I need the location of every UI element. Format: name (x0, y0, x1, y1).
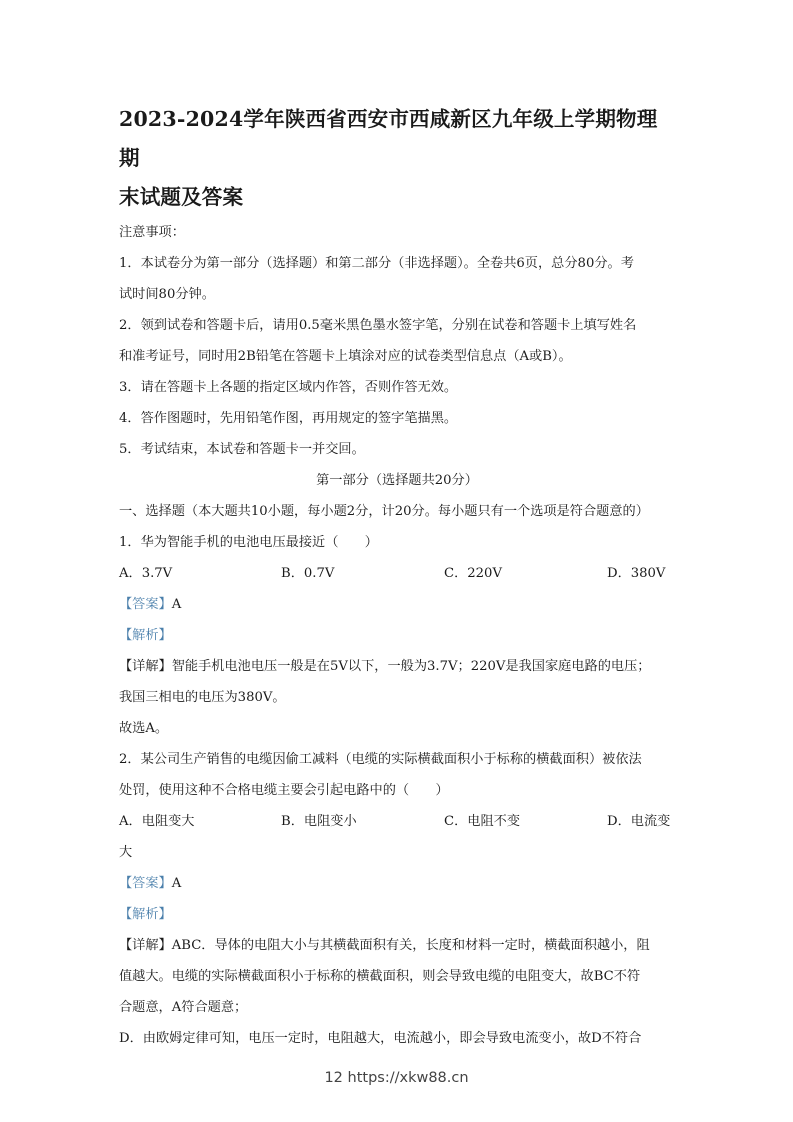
notes-heading: 注意事项： (119, 225, 185, 240)
option-c: C．电阻不变 (444, 814, 521, 829)
question-stem: 2．某公司生产销售的电缆因偷工减料（电缆的实际横截面积小于标称的横截面积）被依法 (119, 752, 642, 767)
note-line: 1．本试卷分为第一部分（选择题）和第二部分（非选择题）。全卷共6页，总分80分。考 (119, 256, 634, 271)
answer-label: 【答案】 (119, 597, 172, 612)
analysis-label: 【解析】 (119, 628, 172, 643)
detail-label: 【详解】 (119, 938, 172, 953)
detail-conclusion: 故选A。 (119, 721, 169, 736)
options-row (119, 806, 675, 837)
option-b: B．电阻变小 (281, 814, 357, 829)
page-footer: 12 https://xkw88.cn (324, 1070, 469, 1086)
question-stem: 处罚，使用这种不合格电缆主要会引起电路中的（ ） (119, 783, 449, 798)
analysis-line (119, 899, 675, 930)
detail-text: ABC．导体的电阻大小与其横截面积有关，长度和材料一定时，横截面积越小，阻 (171, 938, 650, 953)
note-line: 5．考试结束，本试卷和答题卡一并交回。 (119, 442, 365, 457)
question-stem: 1．华为智能手机的电池电压最接近（ ） (119, 535, 378, 550)
analysis-label: 【解析】 (119, 907, 172, 922)
detail-text: 值越大。电缆的实际横截面积小于标称的横截面积，则会导致电缆的电阻变大，故BC不符 (119, 969, 641, 984)
question-2 (119, 744, 675, 1054)
option-d-overflow: 大 (119, 845, 133, 860)
option-d: D．电流变 (607, 814, 671, 829)
option-a: A．电阻变大 (119, 814, 195, 829)
detail-text: 我国三相电的电压为380V。 (119, 690, 286, 705)
title-line-1: 2023-2024学年陕西省西安市西咸新区九年级上学期物理期 (119, 107, 658, 170)
title-line-2: 末试题及答案 (119, 185, 244, 209)
detail-line (119, 651, 675, 682)
answer-line (119, 589, 675, 620)
option-d: D．380V (607, 566, 666, 581)
note-line: 3．请在答题卡上各题的指定区域内作答，否则作答无效。 (119, 380, 458, 395)
option-a: A．3.7V (119, 566, 173, 581)
detail-line (119, 930, 675, 961)
option-b: B．0.7V (281, 566, 335, 581)
option-c: C．220V (444, 566, 502, 581)
note-line: 试时间80分钟。 (119, 287, 215, 302)
note-line: 2．领到试卷和答题卡后，请用0.5毫米黑色墨水签字笔，分别在试卷和答题卡上填写姓名 (119, 318, 637, 333)
note-line: 4．答作图题时，先用铅笔作图，再用规定的签字笔描黑。 (119, 411, 458, 426)
detail-text: 合题意，A符合题意； (119, 1000, 248, 1015)
question-1 (119, 527, 675, 744)
detail-text: 智能手机电池电压一般是在5V以下，一般为3.7V；220V是我国家庭电路的电压； (171, 659, 651, 674)
answer-line (119, 868, 675, 899)
document-title (119, 100, 675, 217)
note-line: 和准考证号，同时用2B铅笔在答题卡上填涂对应的试卷类型信息点（A或B）。 (119, 349, 572, 364)
detail-text: D．由欧姆定律可知，电压一定时，电阻越大，电流越小，即会导致电流变小，故D不符合 (119, 1031, 642, 1046)
part-heading: 第一部分（选择题共20分） (316, 473, 478, 488)
answer-label: 【答案】 (119, 876, 172, 891)
notes-section (119, 217, 675, 465)
exam-page (119, 100, 675, 1054)
section-heading: 一、选择题（本大题共10小题，每小题2分，计20分。每小题只有一个选项是符合题意的） (119, 504, 649, 519)
detail-label: 【详解】 (119, 659, 172, 674)
answer-value: A (171, 876, 182, 891)
options-row (119, 558, 675, 589)
answer-value: A (171, 597, 182, 612)
analysis-line (119, 620, 675, 651)
